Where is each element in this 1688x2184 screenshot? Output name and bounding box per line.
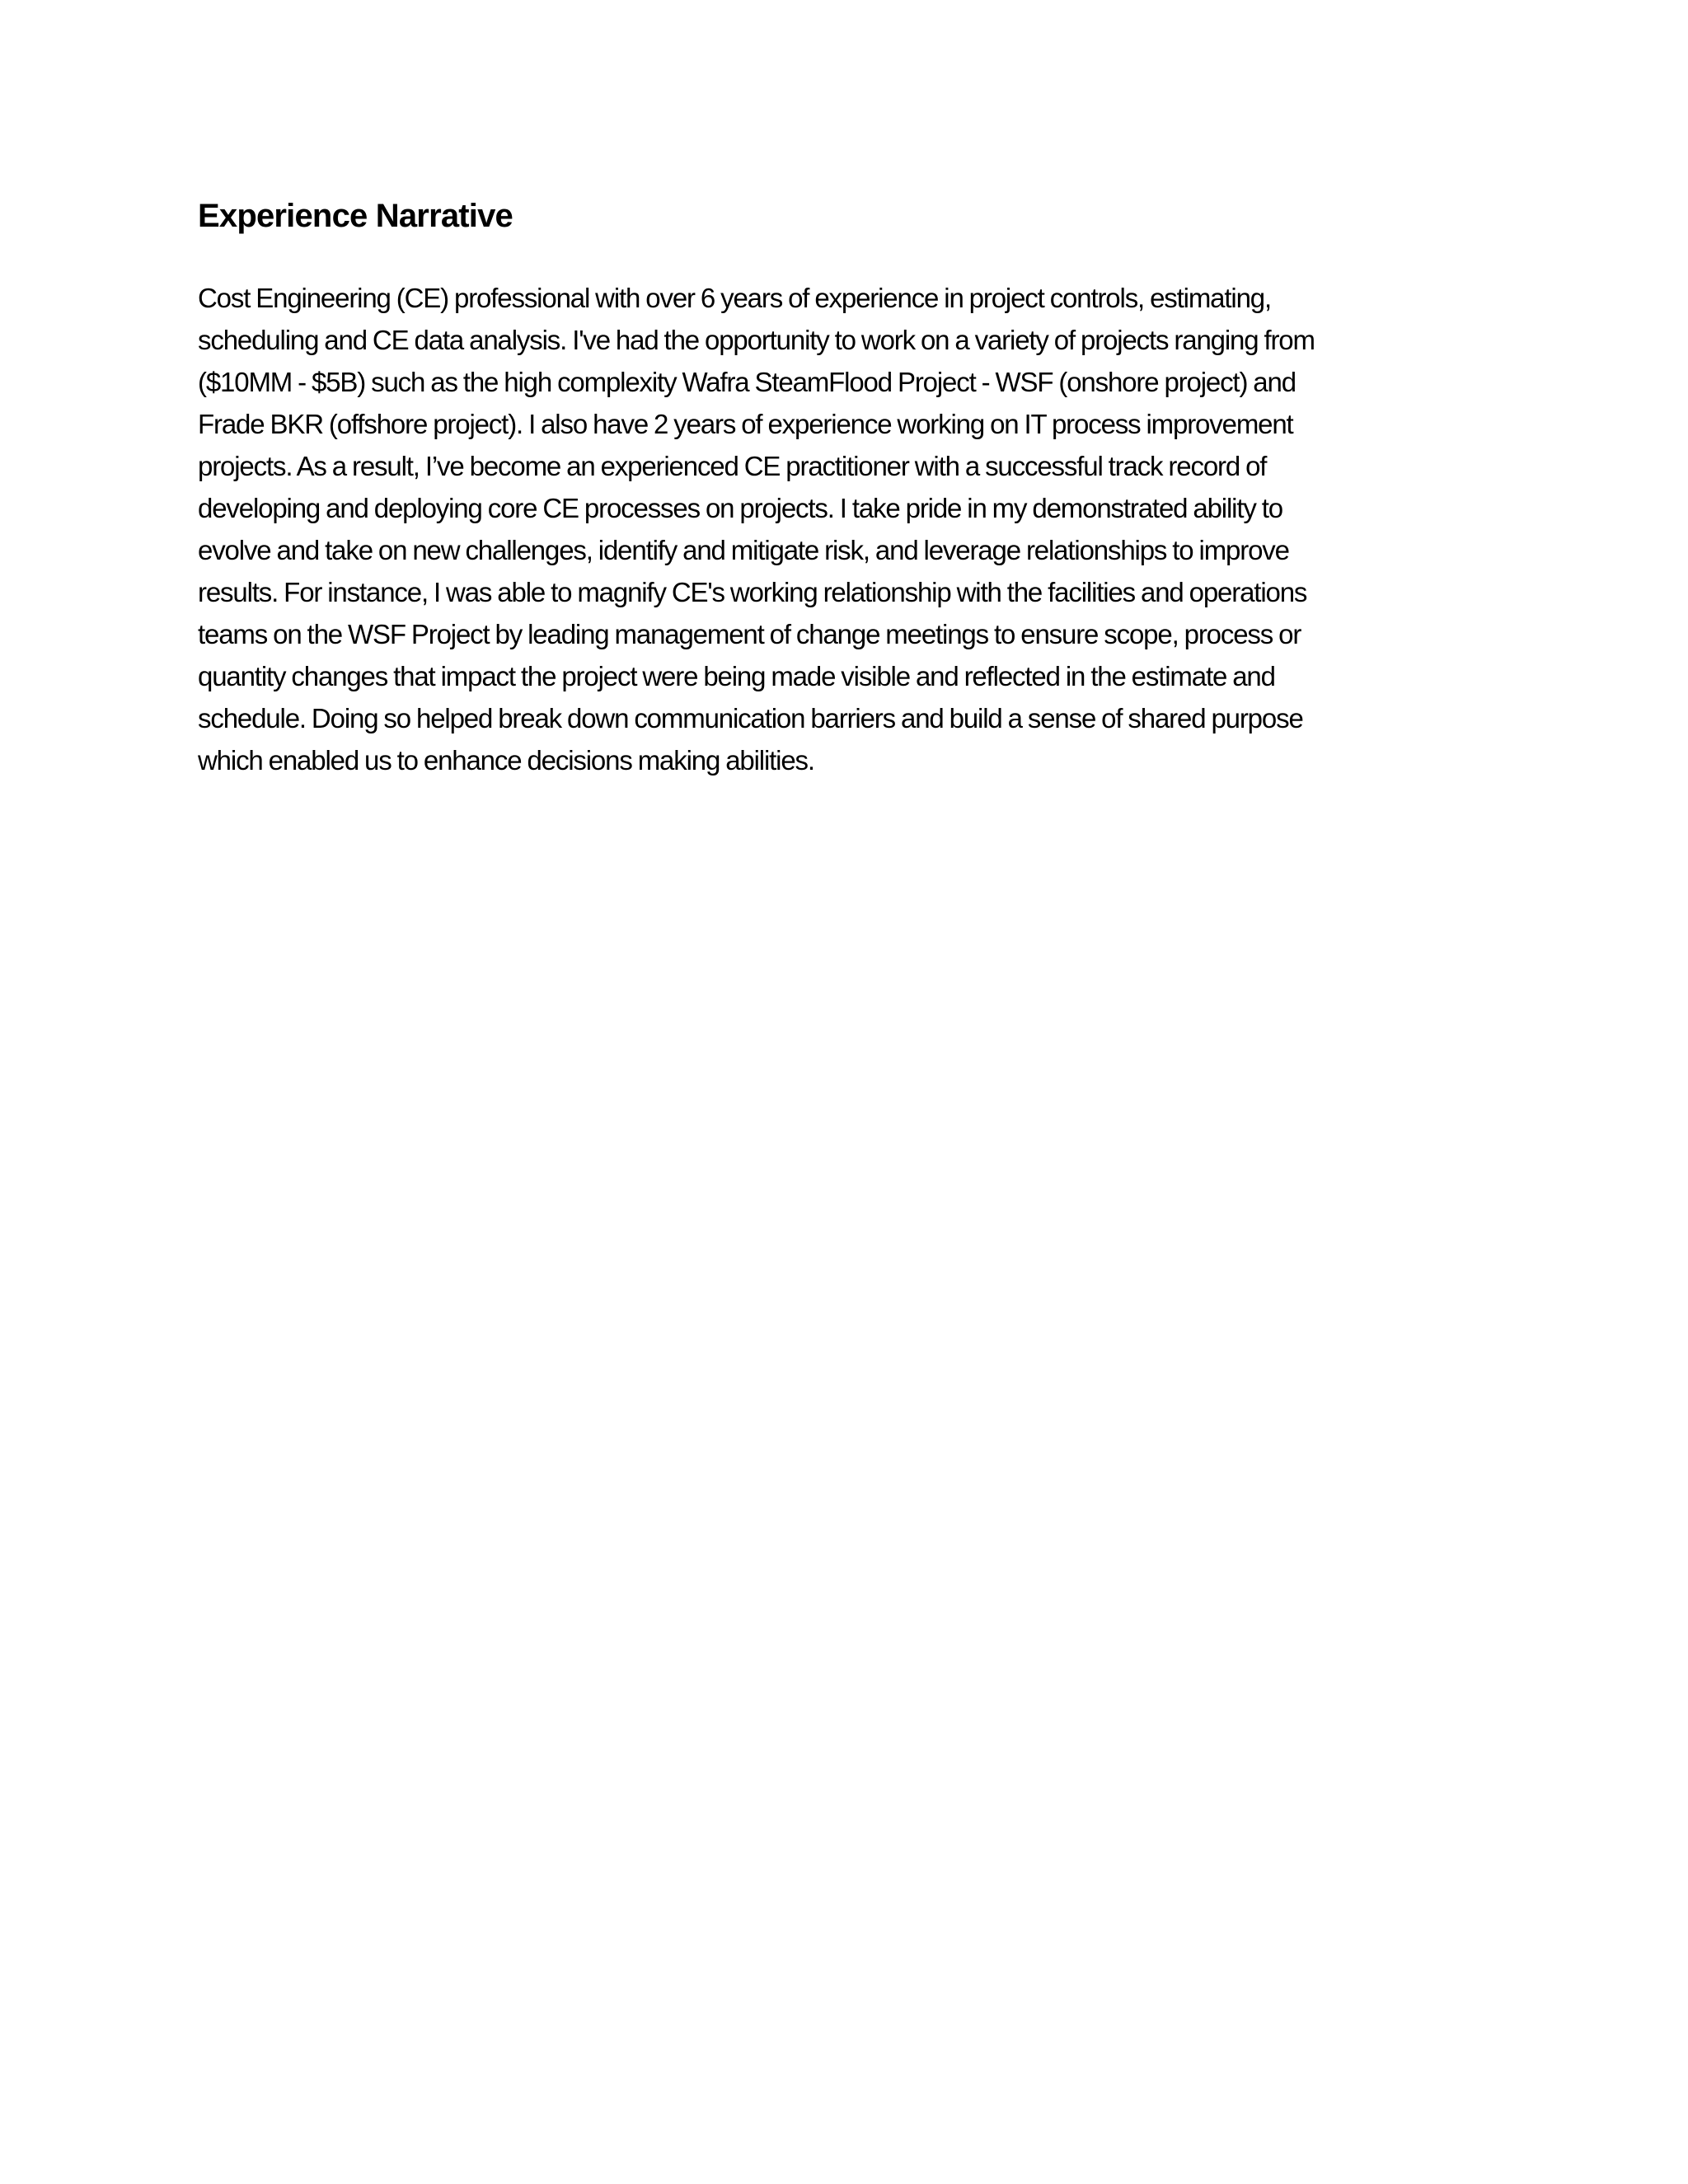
paragraph-line: scheduling and CE data analysis. I've had the opportunity to work on a variety of projects ranging from (198, 325, 1315, 355)
experience-paragraph (198, 277, 1484, 781)
page-title: Experience Narrative (198, 198, 513, 234)
paragraph-line: teams on the WSF Project by leading management of change meetings to ensure scope, process or (198, 619, 1301, 649)
paragraph-line: Cost Engineering (CE) professional with over 6 years of experience in project controls, estimating, (198, 283, 1271, 313)
paragraph-line: Frade BKR (offshore project). I also have 2 years of experience working on IT process improvement (198, 409, 1293, 439)
paragraph-line: which enabled us to enhance decisions making abilities. (198, 745, 814, 776)
paragraph-line: ($10MM - $5B) such as the high complexity Wafra SteamFlood Project - WSF (onshore project) and (198, 367, 1296, 397)
paragraph-line: quantity changes that impact the project were being made visible and reflected in the estimate and (198, 661, 1275, 691)
paragraph-line: developing and deploying core CE processes on projects. I take pride in my demonstrated ability to (198, 493, 1282, 523)
paragraph-line: schedule. Doing so helped break down communication barriers and build a sense of shared purpose (198, 703, 1303, 733)
paragraph-line: evolve and take on new challenges, identify and mitigate risk, and leverage relationships to improve (198, 535, 1289, 565)
paragraph-line: results. For instance, I was able to magnify CE's working relationship with the facilities and operations (198, 577, 1307, 607)
paragraph-line: projects. As a result, I’ve become an experienced CE practitioner with a successful track record of (198, 451, 1267, 481)
